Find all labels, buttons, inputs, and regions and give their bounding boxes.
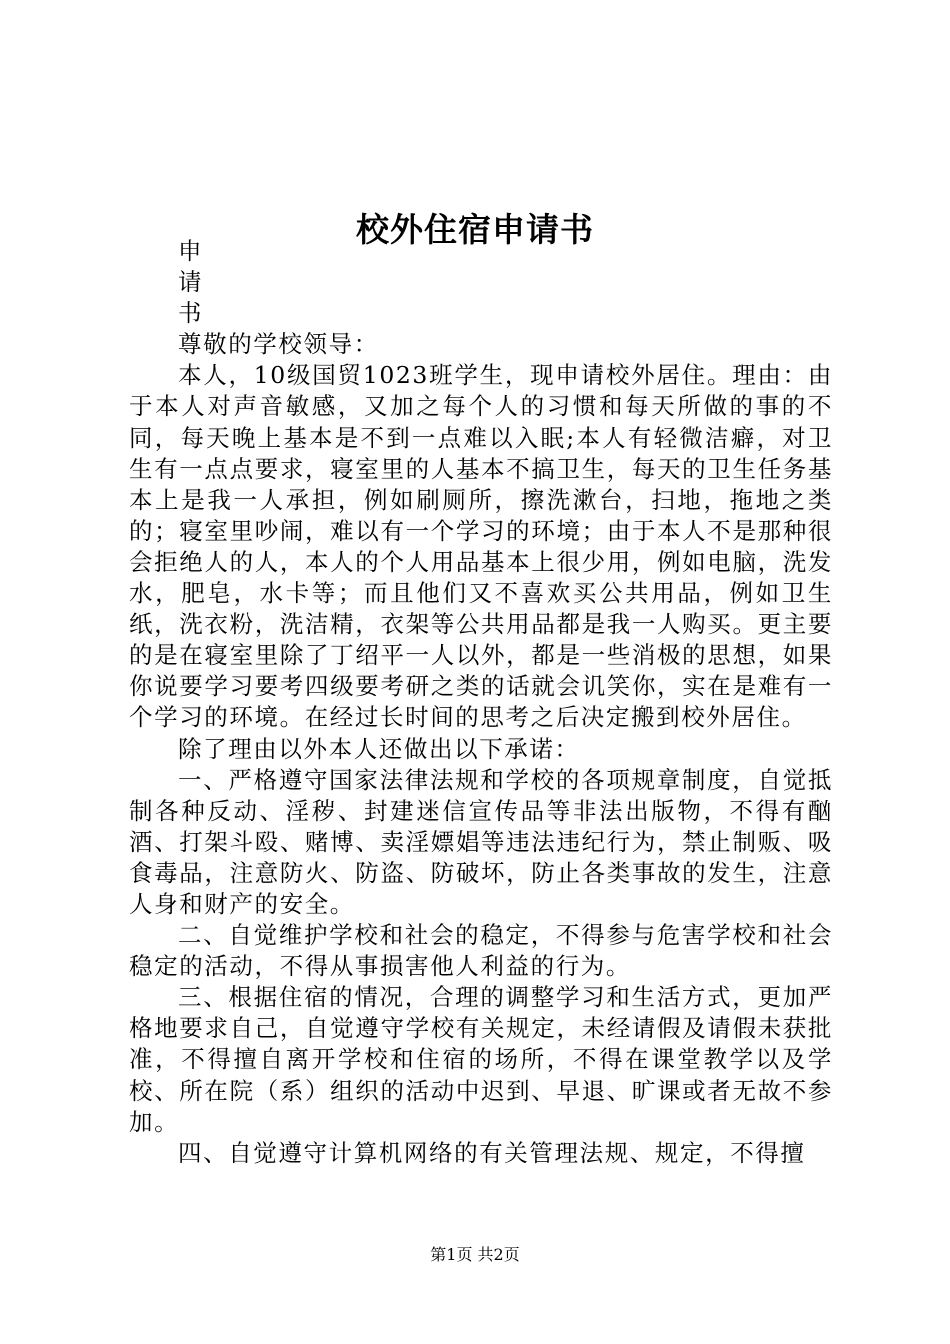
paragraph-reasons: 本人，10级国贸1023班学生，现申请校外居住。理由：由于本人对声音敏感，又加之每个人的习惯和每天所做的事的不同，每天晚上基本是不到一点难以入眠;本人有轻微洁癖，对卫生有一点点要求，寝室里的人基本不搞卫生，每天的卫生任务基本上是我一人承担，例如刷厕所，擦洗漱台，扫地，拖地之类的；寝室里吵闹，难以有一个学习的环境；由于本人不是那种很会拒绝人的人，本人的个人用品基本上很少用，例如电脑，洗发水，肥皂，水卡等；而且他们又不喜欢买公共用品，例如卫生纸，洗衣粉，洗洁精，衣架等公共用品都是我一人购买。更主要的是在寝室里除了丁绍平一人以外，都是一些消极的思想，如果你说要学习要考四级要考研之类的话就会讥笑你，实在是难有一个学习的环境。在经过长时间的思考之后决定搬到校外居住。 [129, 361, 833, 732]
paragraph-promise-4: 四、自觉遵守计算机网络的有关管理法规、规定，不得擅 [178, 1138, 806, 1167]
heading-char-2: 请 [178, 268, 204, 297]
document-body [129, 236, 833, 1169]
paragraph-promise-2: 二、自觉维护学校和社会的稳定，不得参与危害学校和社会稳定的活动，不得从事损害他人利益的行为。 [129, 921, 833, 981]
heading-char-3: 书 [178, 299, 204, 328]
page-footer: 第1页 共2页 [430, 1245, 520, 1264]
paragraph-promise-intro: 除了理由以外本人还做出以下承诺： [178, 734, 580, 763]
heading-char-1: 申 [178, 237, 204, 265]
document-title: 校外住宿申请书 [356, 210, 594, 250]
salutation: 尊敬的学校领导： [178, 330, 379, 359]
paragraph-promise-1: 一、严格遵守国家法律法规和学校的各项规章制度，自觉抵制各种反动、淫秽、封建迷信宣传品等非法出版物，不得有酗酒、打架斗殴、赌博、卖淫嫖娼等违法违纪行为，禁止制贩、吸食毒品，注意防火、防盗、防破坏，防止各类事故的发生，注意人身和财产的安全。 [129, 765, 833, 918]
paragraph-promise-3: 三、根据住宿的情况，合理的调整学习和生活方式，更加严格地要求自己，自觉遵守学校有关规定，未经请假及请假未获批准，不得擅自离开学校和住宿的场所，不得在课堂教学以及学校、所在院（系）组织的活动中迟到、早退、旷课或者无故不参加。 [129, 983, 833, 1136]
